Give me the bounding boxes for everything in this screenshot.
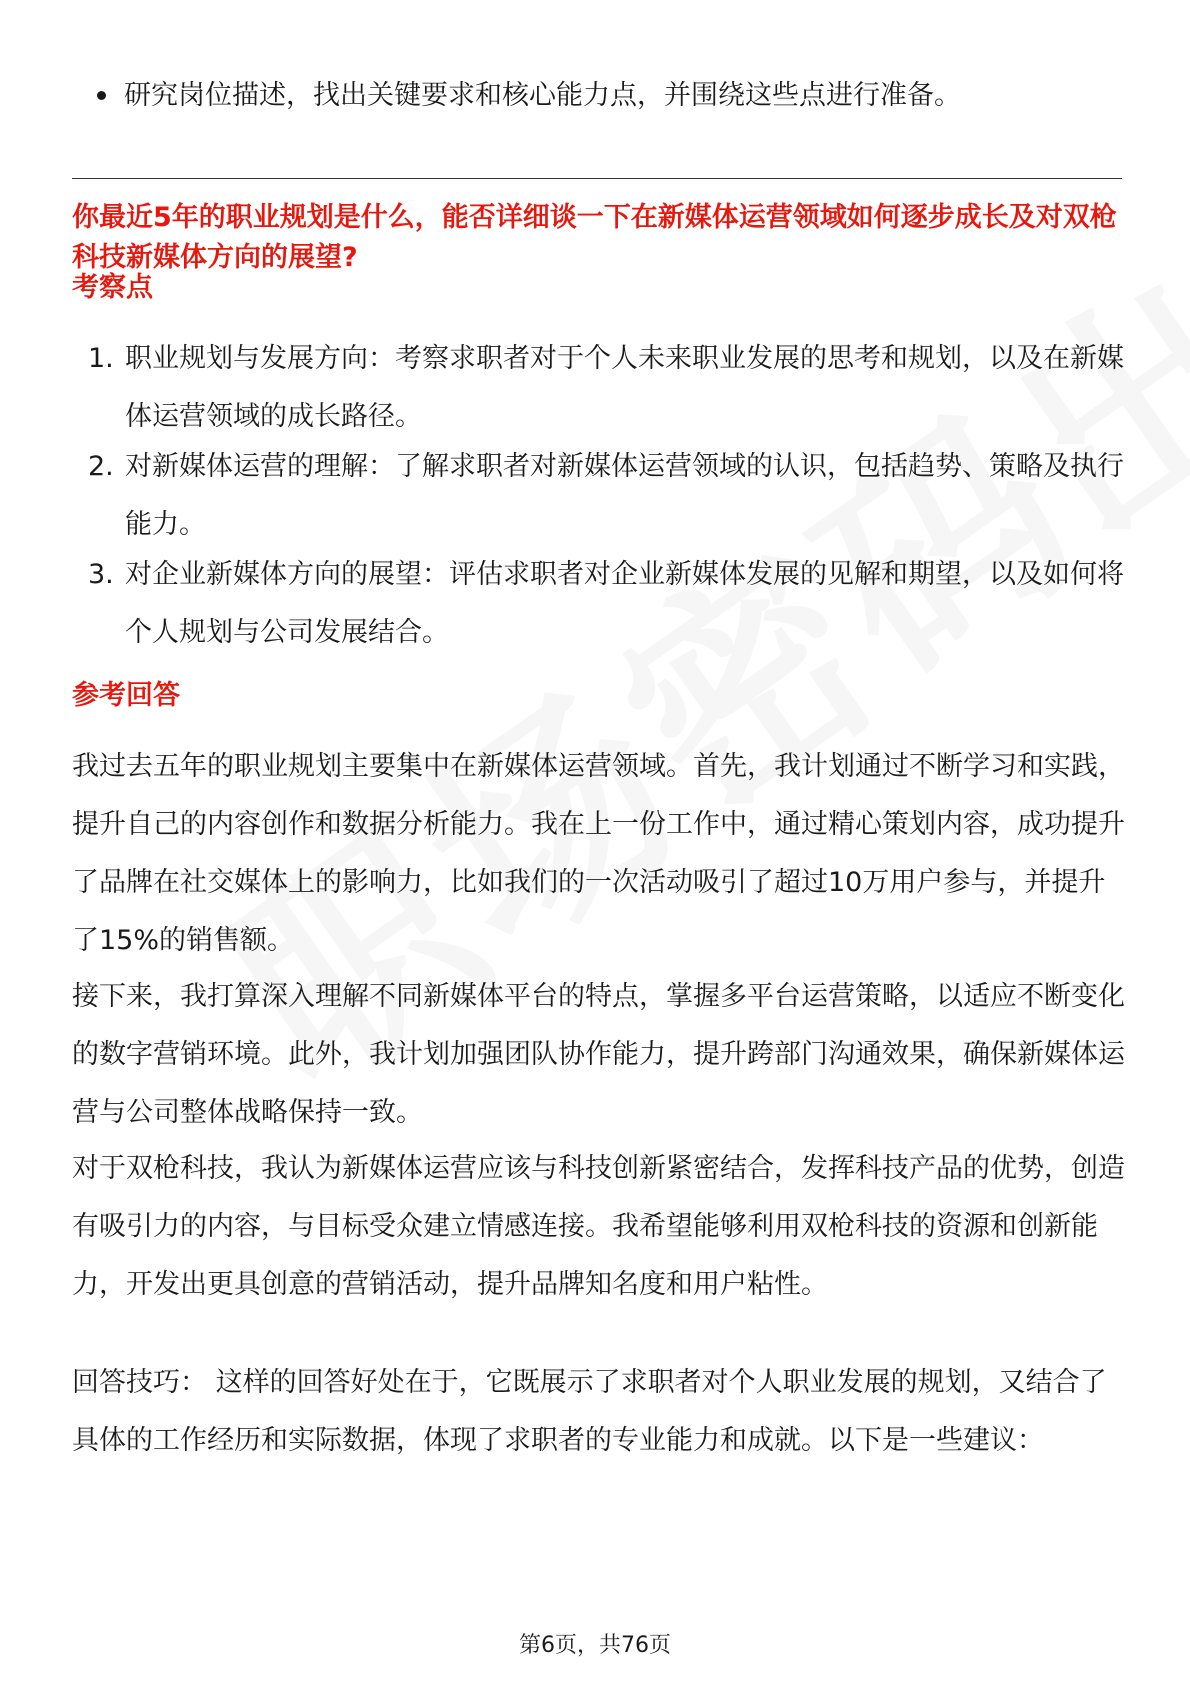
answer-paragraph-2: 接下来，我打算深入理解不同新媒体平台的特点，掌握多平台运营策略，以适应不断变化的数字营销环境。此外，我计划加强团队协作能力，提升跨部门沟通效果，确保新媒体运营与公司整体战略保持一致。	[72, 981, 1125, 1128]
focus-point-text: 职业规划与发展方向：考察求职者对于个人未来职业发展的思考和规划，以及在新媒体运营领域的成长路径。	[125, 343, 1124, 432]
question-title: 你最近5年的职业规划是什么，能否详细谈一下在新媒体运营领域如何逐步成长及对双枪科技新媒体方向的展望?	[72, 202, 1117, 273]
focus-point-number: 2.	[88, 451, 114, 482]
focus-heading: 考察点	[72, 272, 153, 303]
focus-point-1	[72, 330, 1132, 446]
bullet-icon	[97, 91, 106, 100]
top-bullet-text: 研究岗位描述，找出关键要求和核心能力点，并围绕这些点进行准备。	[124, 80, 961, 111]
focus-point-3	[72, 546, 1132, 662]
focus-point-number: 1.	[88, 343, 114, 374]
answer-paragraph-3: 对于双枪科技，我认为新媒体运营应该与科技创新紧密结合，发挥科技产品的优势，创造有吸引力的内容，与目标受众建立情感连接。我希望能够利用双枪科技的资源和创新能力，开发出更具创意的营销活动，提升品牌知名度和用户粘性。	[72, 1153, 1125, 1300]
answer-heading: 参考回答	[72, 680, 180, 711]
answer-tips-paragraph: 回答技巧： 这样的回答好处在于，它既展示了求职者对个人职业发展的规划，又结合了具体的工作经历和实际数据，体现了求职者的专业能力和成就。以下是一些建议：	[72, 1367, 1107, 1456]
focus-point-2	[72, 438, 1132, 554]
page-footer: 第6页，共76页	[519, 1633, 671, 1658]
focus-point-text: 对企业新媒体方向的展望：评估求职者对企业新媒体发展的见解和期望，以及如何将个人规划与公司发展结合。	[125, 559, 1124, 648]
answer-paragraph-1: 我过去五年的职业规划主要集中在新媒体运营领域。首先，我计划通过不断学习和实践，提升自己的内容创作和数据分析能力。我在上一份工作中，通过精心策划内容，成功提升了品牌在社交媒体上的影响力，比如我们的一次活动吸引了超过10万用户参与，并提升了15%的销售额。	[72, 751, 1125, 956]
section-divider	[72, 178, 1122, 179]
focus-point-text: 对新媒体运营的理解：了解求职者对新媒体运营领域的认识，包括趋势、策略及执行能力。	[125, 451, 1124, 540]
focus-point-number: 3.	[88, 559, 114, 590]
